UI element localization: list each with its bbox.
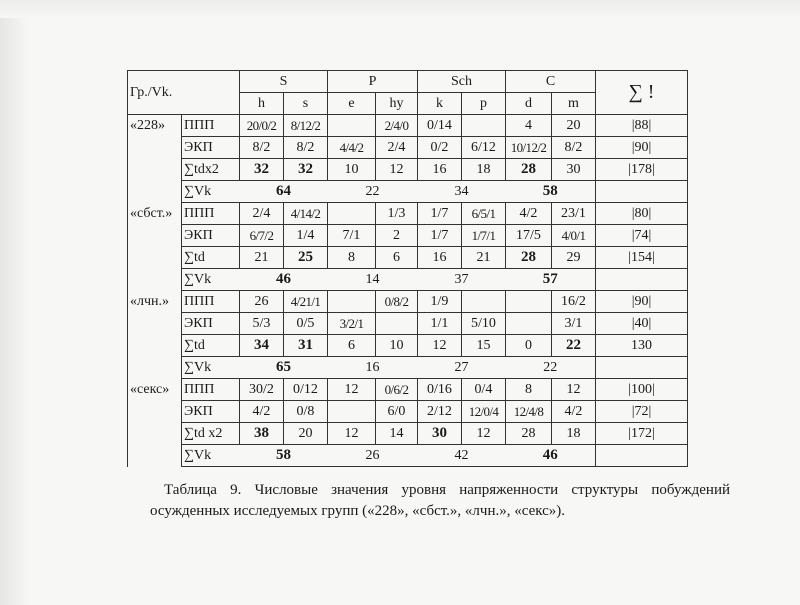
value-cell: 5/10 [462,313,506,335]
table-row [128,247,688,269]
value-cell: 28 [506,247,552,269]
sigma-header: ∑ ! [596,71,688,115]
value-cell: 4/2 [240,401,284,423]
value-cell: 32 [240,159,284,181]
row-label: ∑td x2 [182,423,240,445]
table-row [128,159,688,181]
value-cell: 22 [552,335,596,357]
value-cell: 5/3 [240,313,284,335]
vk-value: 58 [240,445,328,467]
total-cell: 130 [596,335,688,357]
sub-header: s [284,93,328,115]
value-cell: 12/4/8 [506,401,552,423]
group-header: Sch [418,71,506,93]
vk-value: 46 [240,269,328,291]
value-cell: 6 [328,335,376,357]
value-cell [328,401,376,423]
value-cell: 12 [418,335,462,357]
vk-total-blank [596,357,688,379]
value-cell: 0/2 [418,137,462,159]
value-cell: 18 [462,159,506,181]
group-label-blank [128,335,182,357]
value-cell: 29 [552,247,596,269]
vk-value: 65 [240,357,328,379]
value-cell [328,291,376,313]
value-cell: 8/2 [240,137,284,159]
value-cell: 1/7 [418,203,462,225]
vk-label: ∑Vk [182,445,240,467]
vk-value: 42 [418,445,506,467]
value-cell: 0/16 [418,379,462,401]
group-label: «228» [128,115,182,137]
vk-total-blank [596,269,688,291]
group-label-blank [128,423,182,445]
value-cell: 20/0/2 [240,115,284,137]
row-label: ППП [182,291,240,313]
row-label: ППП [182,115,240,137]
stress-level-table [127,70,688,467]
value-cell: 17/5 [506,225,552,247]
value-cell [462,115,506,137]
value-cell: 28 [506,423,552,445]
vk-value: 34 [418,181,506,203]
vk-value: 46 [506,445,596,467]
sub-header: m [552,93,596,115]
value-cell: 0/8/2 [376,291,418,313]
vk-row [128,445,688,467]
value-cell [462,291,506,313]
scan-edge-shadow [0,0,30,605]
value-cell: 4/14/2 [284,203,328,225]
value-cell: 1/3 [376,203,418,225]
value-cell: 0/5 [284,313,328,335]
group-header: C [506,71,596,93]
value-cell: 6/5/1 [462,203,506,225]
value-cell: 23/1 [552,203,596,225]
value-cell: 38 [240,423,284,445]
row-label: ЭКП [182,225,240,247]
row-label: ППП [182,203,240,225]
vk-label: ∑Vk [182,357,240,379]
value-cell [376,313,418,335]
value-cell: 30 [418,423,462,445]
value-cell: 28 [506,159,552,181]
sub-header: e [328,93,376,115]
row-label: ∑tdx2 [182,159,240,181]
value-cell: 7/1 [328,225,376,247]
value-cell: 2/4 [376,137,418,159]
value-cell: 0 [506,335,552,357]
row-label: ∑td [182,335,240,357]
group-label-blank [128,137,182,159]
value-cell: 8 [328,247,376,269]
value-cell: 10 [328,159,376,181]
table-row [128,225,688,247]
group-label-blank [128,357,182,379]
value-cell: 4 [506,115,552,137]
row-label: ЭКП [182,313,240,335]
row-label: ЭКП [182,401,240,423]
value-cell: 10/12/2 [506,137,552,159]
value-cell: 0/8 [284,401,328,423]
value-cell: 6/0 [376,401,418,423]
value-cell: 16 [418,159,462,181]
value-cell: 4/2 [552,401,596,423]
value-cell: 1/7/1 [462,225,506,247]
vk-value: 58 [506,181,596,203]
value-cell: 12 [328,423,376,445]
table-row [128,291,688,313]
value-cell: 6/7/2 [240,225,284,247]
total-cell: |154| [596,247,688,269]
total-cell: |72| [596,401,688,423]
table-row [128,335,688,357]
value-cell: 4/2 [506,203,552,225]
group-label: «сбст.» [128,203,182,225]
value-cell: 31 [284,335,328,357]
value-cell [328,203,376,225]
value-cell: 20 [552,115,596,137]
value-cell: 16/2 [552,291,596,313]
total-cell: |100| [596,379,688,401]
value-cell: 4/4/2 [328,137,376,159]
value-cell [506,291,552,313]
row-label: ЭКП [182,137,240,159]
value-cell: 1/1 [418,313,462,335]
value-cell: 6 [376,247,418,269]
corner-header: Гр./Vk. [128,71,240,115]
value-cell: 15 [462,335,506,357]
group-header: P [328,71,418,93]
value-cell: 8/2 [552,137,596,159]
value-cell: 30 [552,159,596,181]
row-label: ППП [182,379,240,401]
total-cell: |90| [596,291,688,313]
value-cell: 26 [240,291,284,313]
vk-value: 26 [328,445,418,467]
vk-value: 37 [418,269,506,291]
value-cell: 0/4 [462,379,506,401]
sub-header: hy [376,93,418,115]
vk-value: 27 [418,357,506,379]
group-header: S [240,71,328,93]
value-cell: 12 [376,159,418,181]
value-cell: 14 [376,423,418,445]
value-cell: 1/4 [284,225,328,247]
row-label: ∑td [182,247,240,269]
vk-row [128,357,688,379]
value-cell: 1/9 [418,291,462,313]
vk-value: 22 [506,357,596,379]
vk-row [128,269,688,291]
value-cell: 12 [552,379,596,401]
value-cell: 12 [328,379,376,401]
value-cell: 30/2 [240,379,284,401]
table-row [128,379,688,401]
vk-row [128,181,688,203]
sub-header: p [462,93,506,115]
vk-label: ∑Vk [182,181,240,203]
value-cell: 21 [462,247,506,269]
value-cell: 16 [418,247,462,269]
table-row [128,423,688,445]
group-label-blank [128,181,182,203]
value-cell: 6/12 [462,137,506,159]
group-label-blank [128,247,182,269]
sub-header: h [240,93,284,115]
vk-value: 57 [506,269,596,291]
vk-label: ∑Vk [182,269,240,291]
value-cell: 4/21/1 [284,291,328,313]
value-cell: 0/12 [284,379,328,401]
value-cell: 10 [376,335,418,357]
table-row [128,203,688,225]
value-cell: 8/12/2 [284,115,328,137]
value-cell: 12 [462,423,506,445]
table-caption: Таблица 9. Числовые значения уровня напряженности структуры побуждений осужденных исследуемых групп («228», «сбст.», «лчн.», «секс»). [150,482,730,519]
group-label-blank [128,401,182,423]
group-label-blank [128,269,182,291]
value-cell: 2/4/0 [376,115,418,137]
total-cell: |40| [596,313,688,335]
value-cell: 21 [240,247,284,269]
sub-header: d [506,93,552,115]
value-cell: 0/14 [418,115,462,137]
value-cell [506,313,552,335]
group-label-blank [128,159,182,181]
total-cell: |88| [596,115,688,137]
table-row [128,313,688,335]
vk-total-blank [596,445,688,467]
scan-edge-shadow-top [0,0,800,18]
total-cell: |172| [596,423,688,445]
group-label-blank [128,445,182,467]
group-label: «лчн.» [128,291,182,313]
group-label-blank [128,313,182,335]
table-row [128,401,688,423]
group-label: «секс» [128,379,182,401]
vk-total-blank [596,181,688,203]
total-cell: |80| [596,203,688,225]
value-cell: 18 [552,423,596,445]
value-cell: 2/12 [418,401,462,423]
table-row [128,137,688,159]
value-cell: 34 [240,335,284,357]
sub-header: k [418,93,462,115]
value-cell: 1/7 [418,225,462,247]
value-cell: 3/2/1 [328,313,376,335]
vk-value: 22 [328,181,418,203]
value-cell: 25 [284,247,328,269]
value-cell: 2/4 [240,203,284,225]
vk-value: 64 [240,181,328,203]
total-cell: |178| [596,159,688,181]
value-cell: 12/0/4 [462,401,506,423]
value-cell: 8 [506,379,552,401]
value-cell [328,115,376,137]
group-label-blank [128,225,182,247]
value-cell: 8/2 [284,137,328,159]
value-cell: 2 [376,225,418,247]
total-cell: |74| [596,225,688,247]
total-cell: |90| [596,137,688,159]
vk-value: 14 [328,269,418,291]
value-cell: 4/0/1 [552,225,596,247]
value-cell: 32 [284,159,328,181]
vk-value: 16 [328,357,418,379]
value-cell: 0/6/2 [376,379,418,401]
table-row [128,115,688,137]
value-cell: 3/1 [552,313,596,335]
value-cell: 20 [284,423,328,445]
header-row-groups [128,71,688,93]
